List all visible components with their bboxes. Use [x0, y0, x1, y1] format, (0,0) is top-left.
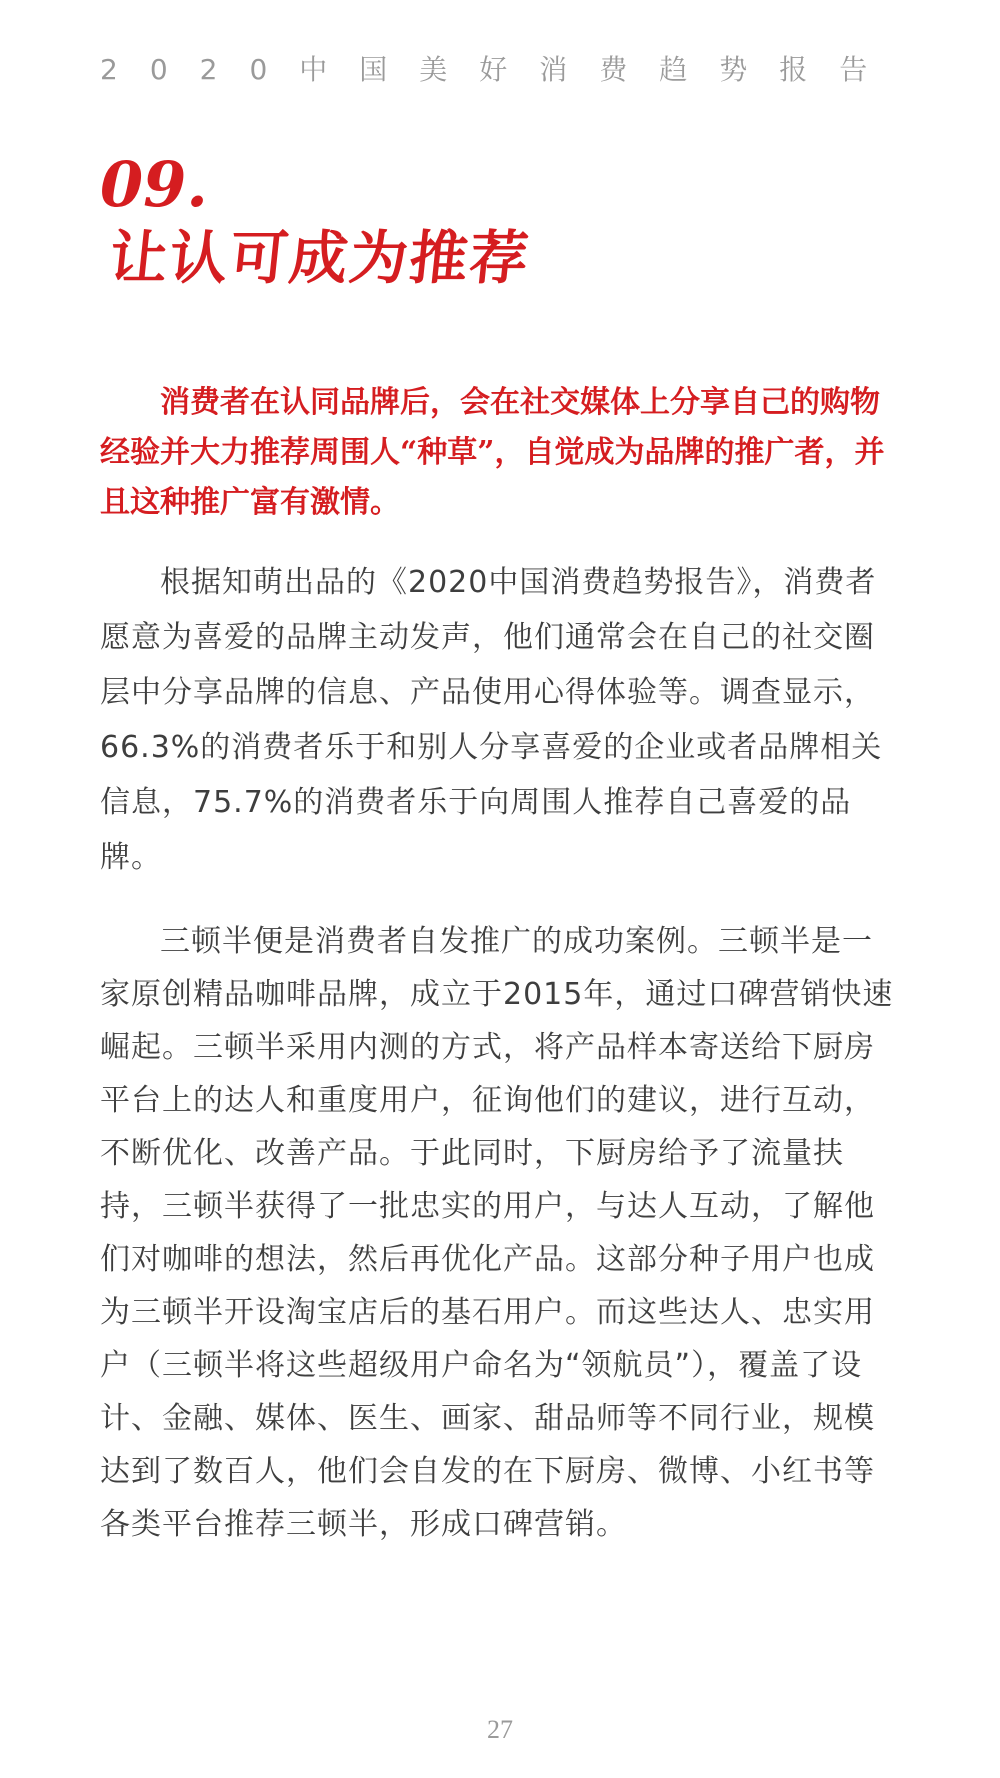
report-header-title: 2020中国美好消费趋势报告: [100, 53, 900, 86]
body-paragraph: 根据知萌出品的《2020中国消费趋势报告》，消费者愿意为喜爱的品牌主动发声，他们通常会在自己的社交圈层中分享品牌的信息、产品使用心得体验等。调查显示，66.3%的消费者乐于和别人分享喜爱的企业或者品牌相关信息，75.7%的消费者乐于向周围人推荐自己喜爱的品牌。: [100, 565, 883, 875]
page-number: 27: [487, 1715, 513, 1744]
body-paragraph: 三顿半便是消费者自发推广的成功案例。三顿半是一家原创精品咖啡品牌，成立于2015年，通过口碑营销快速崛起。三顿半采用内测的方式，将产品样本寄送给下厨房平台上的达人和重度用户，征询他们的建议，进行互动，不断优化、改善产品。于此同时，下厨房给予了流量扶持，三顿半获得了一批忠实的用户，与达人互动，了解他们对咖啡的想法，然后再优化产品。这部分种子用户也成为三顿半开设淘宝店后的基石用户。而这些达人、忠实用户（三顿半将这些超级用户命名为“领航员”），覆盖了设计、金融、媒体、医生、画家、甜品师等不同行业，规模达到了数百人，他们会自发的在下厨房、微博、小红书等各类平台推荐三顿半，形成口碑营销。: [100, 924, 894, 1542]
lead-paragraph: 消费者在认同品牌后，会在社交媒体上分享自己的购物经验并大力推荐周围人“种草”，自觉成为品牌的推广者，并且这种推广富有激情。: [100, 385, 885, 520]
chapter-number: 09.: [100, 148, 208, 221]
chapter-title: 让认可成为推荐: [106, 224, 534, 292]
